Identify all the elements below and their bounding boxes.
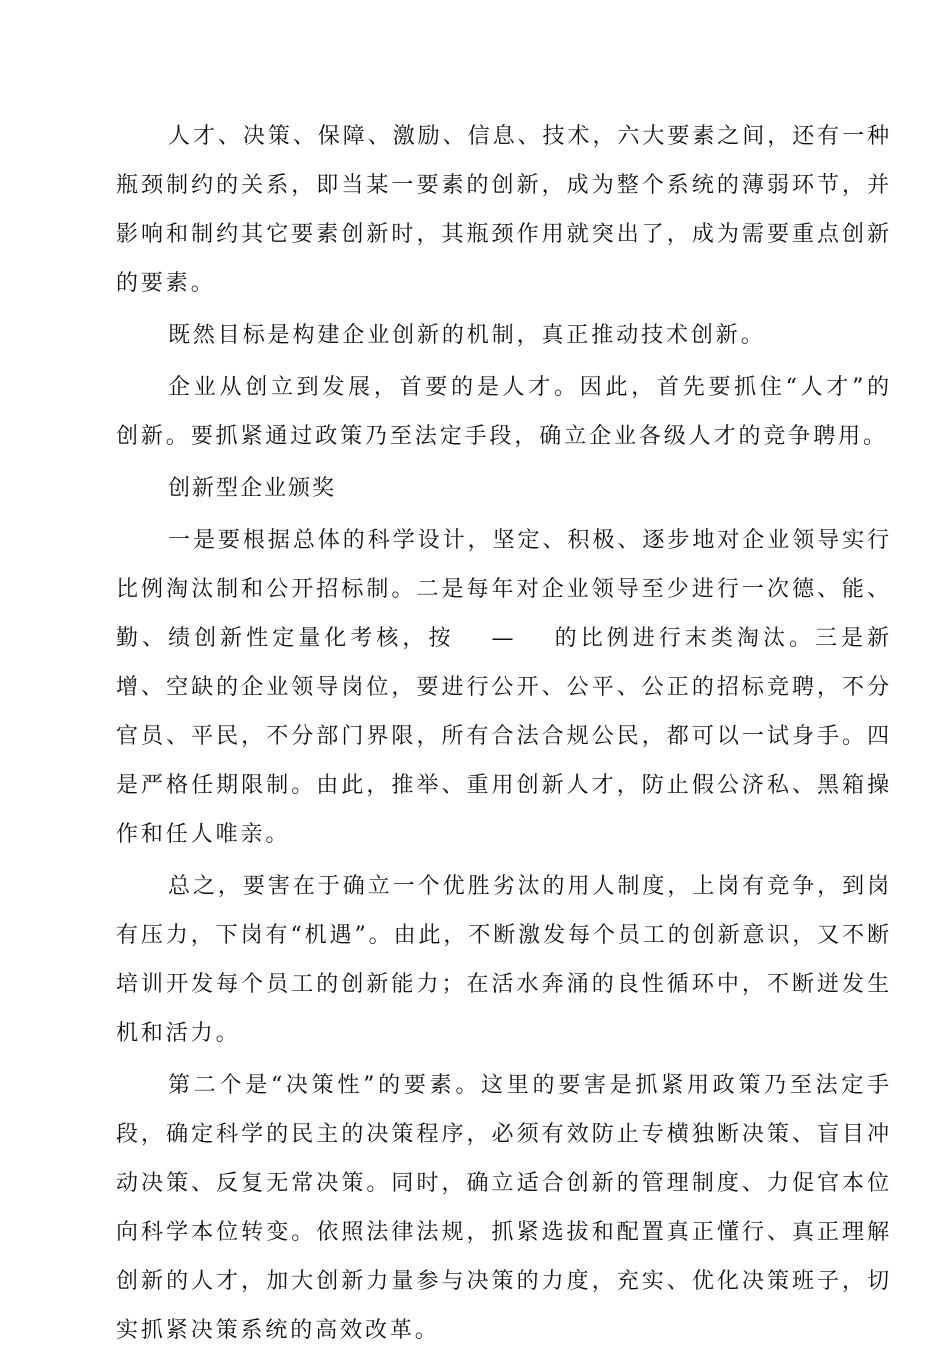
paragraph-bottleneck: 人才、决策、保障、激励、信息、技术，六大要素之间，还有一种瓶颈制约的关系，即当某一要素的创新，成为整个系统的薄弱环节，并影响和制约其它要素创新时，其瓶颈作用就突出了，成为需要重点创新的要素。 xyxy=(116,124,892,296)
paragraph-decision: 第二个是“决策性”的要素。这里的要害是抓紧用政策乃至法定手段，确定科学的民主的决策程序，必须有效防止专横独断决策、盲目冲动决策、反复无常决策。同时，确立适合创新的管理制度、力促官本位向科学本位转变。依照法律法规，抓紧选拔和配置真正懂行、真正理解创新的人才，加大创新力量参与决策的力度，充实、优化决策班子，切实抓紧决策系统的高效改革。 xyxy=(116,1073,892,1343)
document-body xyxy=(116,112,892,1358)
paragraph-summary: 总之，要害在于确立一个优胜劣汰的用人制度，上岗有竞争，到岗有压力，下岗有“机遇”。由此，不断激发每个员工的创新意识，又不断培训开发每个员工的创新能力；在活水奔涌的良性循环中，不断迸发生机和活力。 xyxy=(116,874,892,1046)
paragraph-talent: 企业从创立到发展，首要的是人才。因此，首先要抓住“人才”的创新。要抓紧通过政策乃至法定手段，确立企业各级人才的竞争聘用。 xyxy=(116,375,892,449)
paragraph-measures: 一是要根据总体的科学设计，坚定、积极、逐步地对企业领导实行比例淘汰制和公开招标制。二是每年对企业领导至少进行一次德、能、勤、绩创新性定量化考核，按 — 的比例进行末类淘汰。三是新增、空缺的企业领导岗位，要进行公开、公平、公正的招标竞聘，不分官员、平民，不分部门界限，所有合法合规公民，都可以一试身手。四是严格任期限制。由此，推举、重用创新人才，防止假公济私、黑箱操作和任人唯亲。 xyxy=(116,528,892,847)
paragraph-goal: 既然目标是构建企业创新的机制，真正推动技术创新。 xyxy=(168,323,766,348)
section-heading-award: 创新型企业颁奖 xyxy=(168,476,337,501)
